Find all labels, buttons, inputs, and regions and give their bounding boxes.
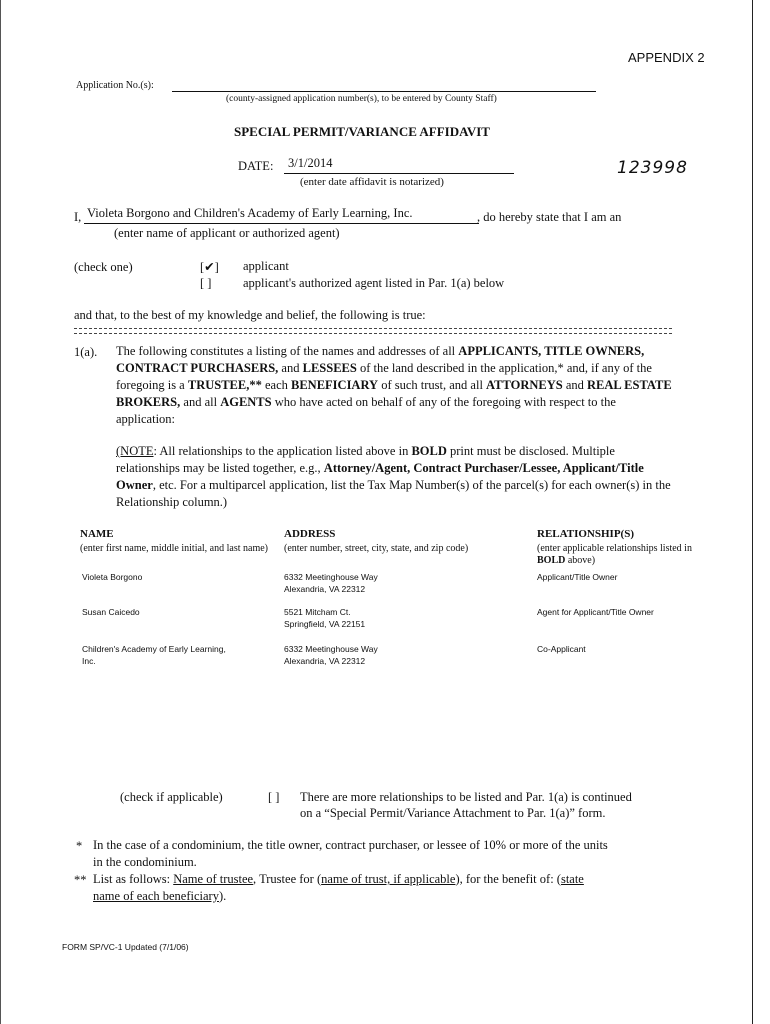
footnote-star-2: **: [74, 873, 87, 887]
continuation-text-line1: There are more relationships to be listed and Par. 1(a) is continued: [300, 790, 632, 804]
date-hint: (enter date affidavit is notarized): [300, 176, 444, 188]
row-3-relationship: Co-Applicant: [537, 644, 586, 654]
row-2-relationship: Agent for Applicant/Title Owner: [537, 607, 654, 617]
declarant-hint: (enter name of applicant or authorized agent): [114, 226, 340, 240]
declarant-line: [84, 223, 479, 224]
applicant-option-label: applicant: [243, 259, 289, 273]
row-2-name: Susan Caicedo: [82, 607, 140, 617]
footnote-2-line2: name of each beneficiary).: [93, 889, 227, 903]
row-3-name: Children's Academy of Early Learning,: [82, 644, 226, 654]
row-2-address-line2: Springfield, VA 22151: [284, 619, 366, 629]
page-edge-right: [752, 0, 753, 1024]
true-statement: and that, to the best of my knowledge and belief, the following is true:: [74, 308, 426, 322]
continuation-checkbox[interactable]: [ ]: [268, 790, 280, 804]
name-column-hint: (enter first name, middle initial, and last name): [80, 543, 268, 554]
address-column-header: ADDRESS: [284, 528, 336, 540]
row-3-address-line1: 6332 Meetinghouse Way: [284, 644, 378, 654]
handwritten-case-number: 123998: [617, 158, 688, 178]
footnote-star-1: *: [76, 839, 83, 853]
relationship-column-header: RELATIONSHIP(S): [537, 528, 634, 540]
row-1-relationship: Applicant/Title Owner: [537, 572, 618, 582]
separator-dashed-2: [74, 333, 672, 334]
note-paragraph: (NOTE: All relationships to the application listed above in BOLD print must be disclosed. Multiple relationships may be listed together, e.g., Attorney/Agent, Contract Purchaser/Lessee, Applicant/Title Owner, etc. For a multiparcel application, list the Tax Map Number(s) of the parcel(s) for each owner(s) in the Relationship column.): [116, 444, 671, 509]
address-column-hint: (enter number, street, city, state, and zip code): [284, 543, 469, 554]
date-line: [284, 173, 514, 174]
declarant-suffix: , do hereby state that I am an: [477, 210, 622, 224]
declarant-name[interactable]: Violeta Borgono and Children's Academy of Early Learning, Inc.: [87, 206, 413, 220]
check-if-applicable-label: (check if applicable): [120, 790, 223, 804]
footnote-1-line2: in the condominium.: [93, 855, 197, 869]
check-one-label: (check one): [74, 260, 133, 274]
page-edge-left: [0, 0, 1, 1024]
relationship-column-hint: (enter applicable relationships listed in BOLD above): [537, 543, 692, 566]
date-label: DATE:: [238, 159, 274, 173]
footnote-1-line1: In the case of a condominium, the title owner, contract purchaser, or lessee of 10% or more of the units: [93, 838, 608, 852]
section-1a-paragraph: The following constitutes a listing of the names and addresses of all APPLICANTS, TITLE OWNERS, CONTRACT PURCHASERS, and LESSEES of the land described in the application,* and, if any of the foregoing is a TRUSTEE,** each BENEFICIARY of such trust, and all ATTORNEYS and REAL ESTATE BROKERS, and all AGENTS who have acted on behalf of any of the foregoing with respect to the application:: [116, 344, 672, 426]
form-title: SPECIAL PERMIT/VARIANCE AFFIDAVIT: [234, 124, 490, 139]
row-3-name-line2: Inc.: [82, 656, 96, 666]
row-2-address-line1: 5521 Mitcham Ct.: [284, 607, 351, 617]
declarant-prefix: I,: [74, 210, 82, 224]
row-1-name: Violeta Borgono: [82, 572, 143, 582]
application-number-line[interactable]: [172, 91, 596, 92]
separator-dashed-1: [74, 328, 672, 329]
agent-checkbox[interactable]: [ ]: [200, 276, 212, 290]
footnote-2-line1: List as follows: Name of trustee, Trustee for (name of trust, if applicable), for the benefit of: (state: [93, 872, 584, 886]
continuation-text-line2: on a “Special Permit/Variance Attachment to Par. 1(a)” form.: [300, 806, 606, 820]
date-value[interactable]: 3/1/2014: [288, 156, 333, 170]
row-1-address-line2: Alexandria, VA 22312: [284, 584, 366, 594]
row-3-address-line2: Alexandria, VA 22312: [284, 656, 366, 666]
applicant-checkbox[interactable]: [✔]: [200, 260, 219, 274]
agent-option-label: applicant's authorized agent listed in Par. 1(a) below: [243, 276, 505, 290]
appendix-label: APPENDIX 2: [628, 50, 705, 65]
application-number-label: Application No.(s):: [76, 80, 154, 91]
name-column-header: NAME: [80, 528, 114, 540]
application-number-hint: (county-assigned application number(s), to be entered by County Staff): [226, 94, 497, 104]
form-identifier: FORM SP/VC-1 Updated (7/1/06): [62, 942, 189, 952]
row-1-address-line1: 6332 Meetinghouse Way: [284, 572, 378, 582]
section-number: 1(a).: [74, 345, 98, 359]
